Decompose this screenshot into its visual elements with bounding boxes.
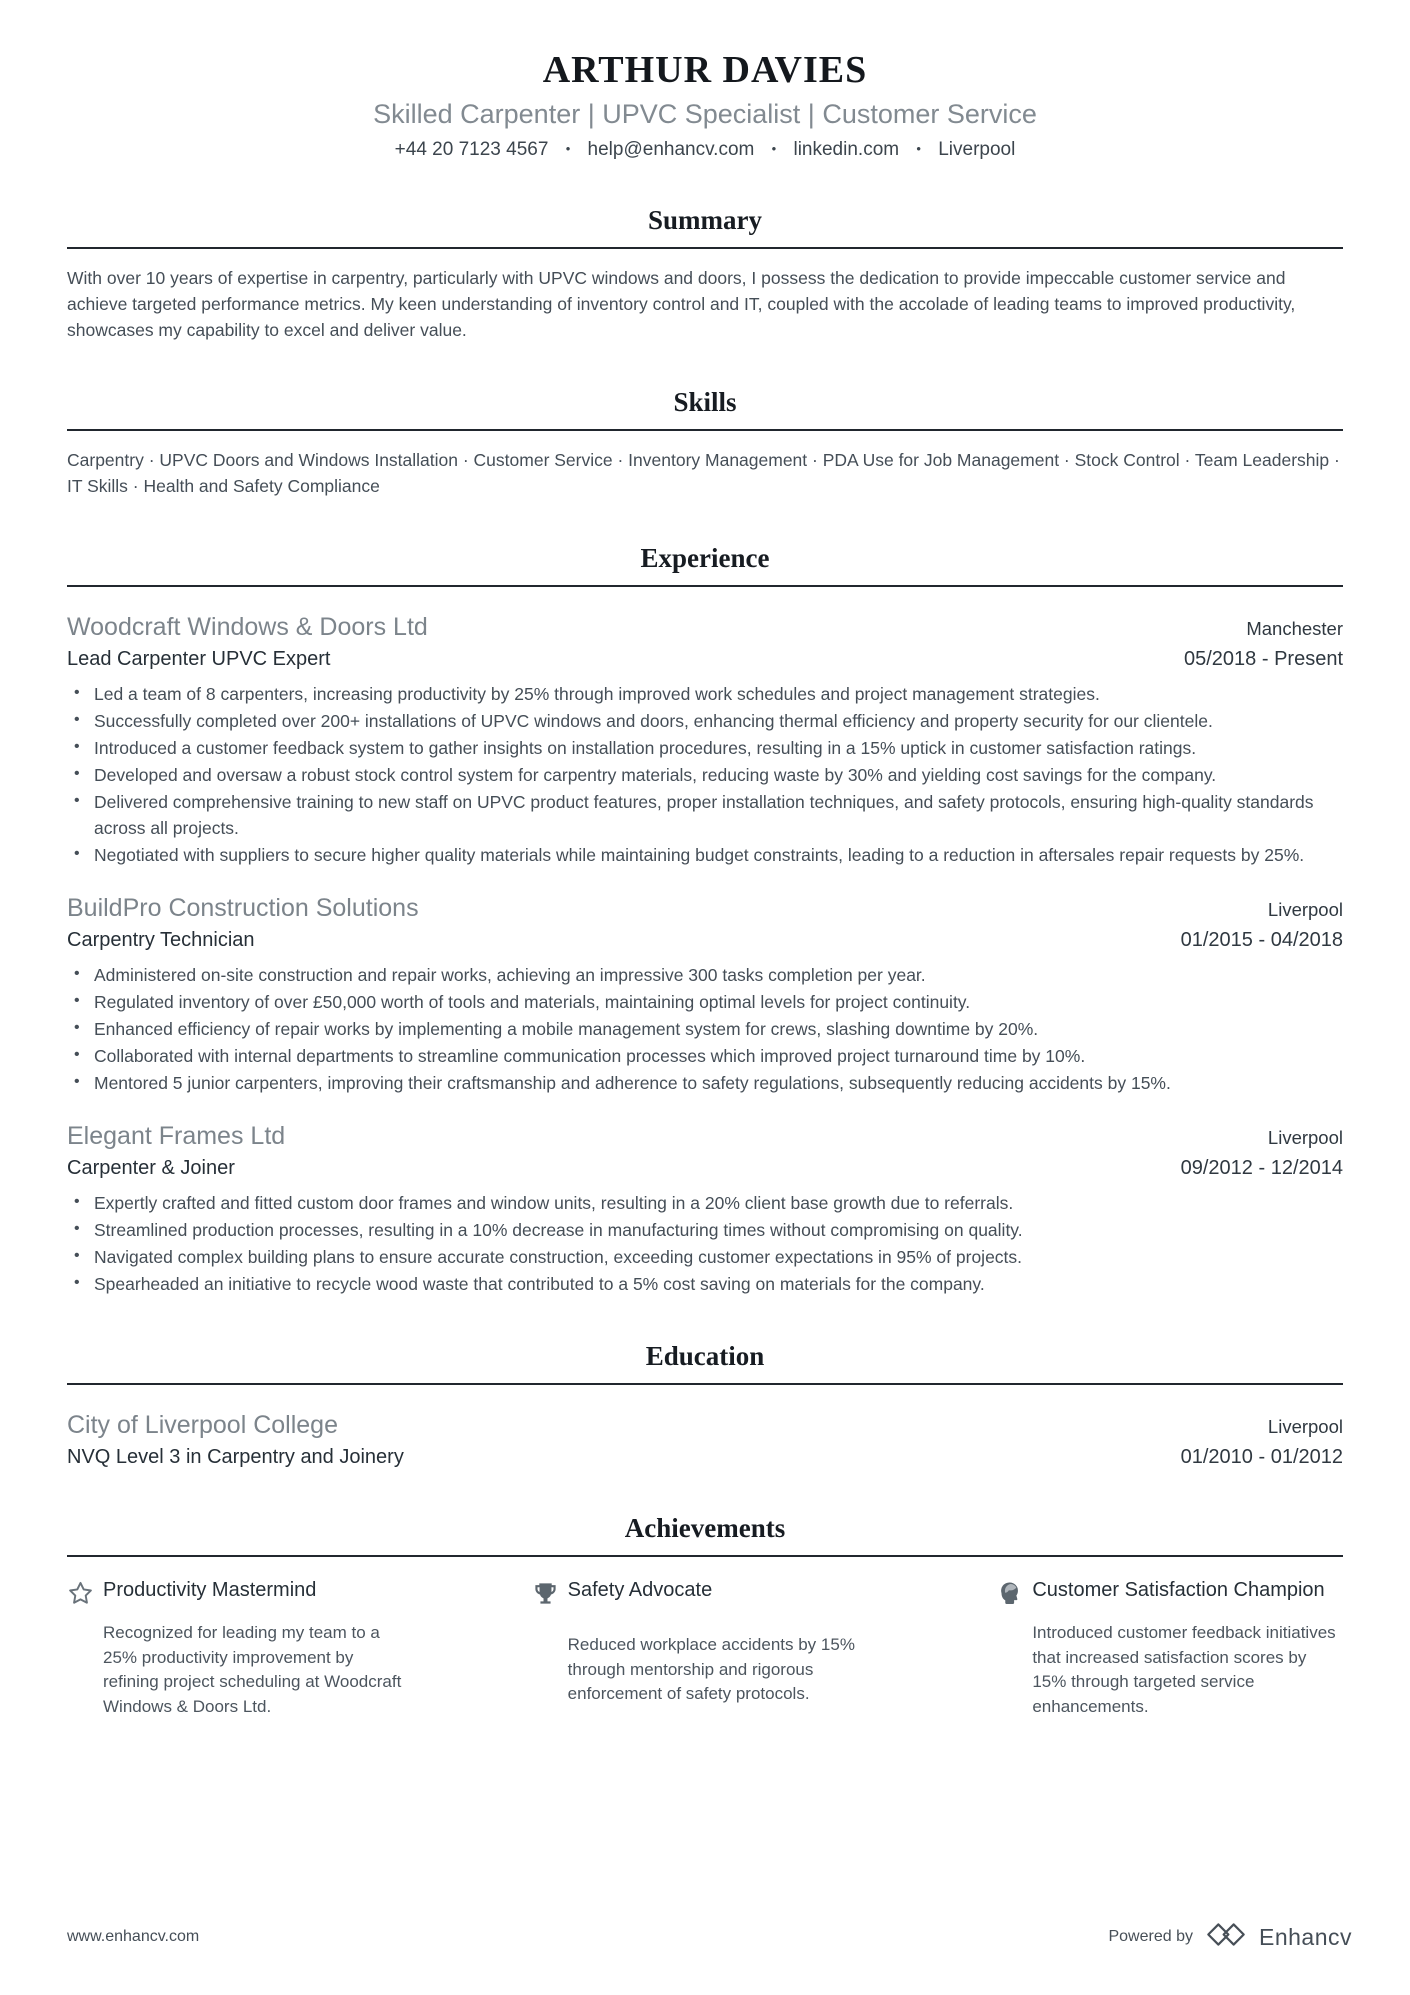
job-title: Lead Carpenter UPVC Expert [67, 648, 331, 670]
bullet-item: • Navigated complex building plans to ensure accurate construction, exceeding customer expectations in 95% of projects. [67, 1244, 1343, 1270]
contact-separator: • [916, 141, 921, 156]
bullet-item: • Introduced a customer feedback system to gather insights on installation procedures, resulting in a 15% uptick in customer satisfaction ratings. [67, 735, 1343, 761]
section-education [67, 1341, 1343, 1469]
skills-text: Carpentry · UPVC Doors and Windows Installation · Customer Service · Inventory Management · PDA Use for Job Management · Stock Control · Team Leadership · IT Skills · Health and Safety Compliance [67, 450, 1340, 496]
bullet-item: • Negotiated with suppliers to secure higher quality materials while maintaining budget constraints, leading to a reduction in aftersales repair requests by 25%. [67, 842, 1343, 868]
head-icon [996, 1577, 1032, 1612]
candidate-name: ARTHUR DAVIES [542, 49, 868, 91]
section-achievements [67, 1513, 1343, 1719]
achievement-description: Introduced customer feedback initiatives that increased satisfaction scores by 15% through targeted service enhancements. [1032, 1623, 1336, 1716]
contact-email[interactable]: help@enhancv.com [587, 139, 755, 160]
achievements-grid [67, 1577, 1343, 1719]
bullet-item: • Regulated inventory of over £50,000 worth of tools and materials, maintaining optimal levels for project continuity. [67, 989, 1343, 1015]
achievement-item [532, 1577, 879, 1719]
contact-location: Liverpool [938, 139, 1016, 160]
section-divider [67, 1383, 1343, 1385]
contact-separator: • [771, 141, 777, 156]
bullet-item: • Successfully completed over 200+ installations of UPVC windows and doors, enhancing thermal efficiency and property security for our clientele. [67, 708, 1343, 734]
degree-title: NVQ Level 3 in Carpentry and Joinery [67, 1446, 404, 1468]
entry-dates: 01/2015 - 04/2018 [1180, 929, 1343, 951]
experience-section-title: Experience [640, 543, 770, 573]
entry-dates: 09/2012 - 12/2014 [1180, 1157, 1343, 1179]
bullet-item: • Spearheaded an initiative to recycle wood waste that contributed to a 5% cost saving on materials for the company. [67, 1271, 1343, 1297]
section-summary [67, 205, 1343, 343]
achievement-description: Reduced workplace accidents by 15% through mentorship and rigorous enforcement of safety protocols. [567, 1635, 855, 1704]
footer-website-link[interactable]: www.enhancv.com [67, 1928, 200, 1945]
entry-dates: 05/2018 - Present [1184, 648, 1343, 670]
page-footer [67, 1921, 1352, 1953]
bullet-list [67, 962, 1343, 1096]
achievement-item [996, 1577, 1343, 1719]
achievement-title: Customer Satisfaction Champion [1032, 1579, 1325, 1601]
experience-entry [67, 1122, 1343, 1297]
achievement-title: Safety Advocate [567, 1579, 713, 1601]
company-name: BuildPro Construction Solutions [67, 894, 419, 922]
company-name: Woodcraft Windows & Doors Ltd [67, 613, 428, 641]
enhancv-logo-icon [1204, 1921, 1248, 1953]
contact-separator: • [565, 141, 571, 156]
section-divider [67, 247, 1343, 249]
powered-by-label: Powered by [1108, 1928, 1193, 1945]
contact-phone: +44 20 7123 4567 [394, 139, 549, 160]
bullet-item: • Administered on-site construction and repair works, achieving an impressive 300 tasks completion per year. [67, 962, 1343, 988]
school-name: City of Liverpool College [67, 1411, 338, 1439]
bullet-list [67, 1190, 1343, 1297]
powered-by [1108, 1921, 1352, 1953]
section-skills [67, 387, 1343, 499]
achievement-item [67, 1577, 414, 1719]
section-divider [67, 429, 1343, 431]
bullet-item: • Enhanced efficiency of repair works by implementing a mobile management system for crews, slashing downtime by 20%. [67, 1016, 1343, 1042]
resume-header [67, 48, 1343, 161]
entry-location: Liverpool [1267, 899, 1343, 920]
achievement-description: Recognized for leading my team to a 25% productivity improvement by refining project scheduling at Woodcraft Windows & Doors Ltd. [103, 1623, 402, 1716]
contact-linkedin[interactable]: linkedin.com [793, 139, 900, 160]
entry-dates: 01/2010 - 01/2012 [1180, 1446, 1343, 1468]
bullet-item: • Mentored 5 junior carpenters, improving their craftsmanship and adherence to safety regulations, subsequently reducing accidents by 15%. [67, 1070, 1343, 1096]
section-divider [67, 1555, 1343, 1557]
bullet-item: • Delivered comprehensive training to new staff on UPVC product features, proper installation techniques, and safety protocols, ensuring high-quality standards across all projects. [67, 789, 1343, 841]
bullet-item: • Collaborated with internal departments to streamline communication processes which improved project turnaround time by 10%. [67, 1043, 1343, 1069]
bullet-item: • Led a team of 8 carpenters, increasing productivity by 25% through improved work schedules and project management strategies. [67, 681, 1343, 707]
achievement-title: Productivity Mastermind [103, 1579, 317, 1601]
entry-location: Liverpool [1267, 1127, 1343, 1148]
job-title: Carpenter & Joiner [67, 1157, 235, 1179]
summary-section-title: Summary [648, 205, 762, 235]
experience-entry [67, 613, 1343, 868]
entry-location: Manchester [1246, 618, 1343, 639]
bullet-list [67, 681, 1343, 868]
section-experience [67, 543, 1343, 1297]
candidate-tagline: Skilled Carpenter | UPVC Specialist | Customer Service [373, 99, 1037, 129]
entry-location: Liverpool [1267, 1416, 1343, 1437]
bullet-item: • Developed and oversaw a robust stock control system for carpentry materials, reducing waste by 30% and yielding cost savings for the company. [67, 762, 1343, 788]
summary-text: With over 10 years of expertise in carpentry, particularly with UPVC windows and doors, I possess the dedication to provide impeccable customer service and achieve targeted performance metrics. My keen understanding of inventory control and IT, coupled with the accolade of leading teams to improved productivity, showcases my capability to excel and deliver value. [67, 268, 1296, 340]
section-divider [67, 585, 1343, 587]
skills-section-title: Skills [673, 387, 737, 417]
experience-entry [67, 894, 1343, 1096]
job-title: Carpentry Technician [67, 929, 255, 951]
star-icon [67, 1577, 103, 1612]
company-name: Elegant Frames Ltd [67, 1122, 286, 1150]
trophy-icon [532, 1577, 568, 1624]
education-section-title: Education [645, 1341, 765, 1371]
bullet-item: • Streamlined production processes, resulting in a 10% decrease in manufacturing times without compromising on quality. [67, 1217, 1343, 1243]
education-entry [67, 1411, 1343, 1469]
contact-line [67, 139, 1343, 161]
achievements-section-title: Achievements [624, 1513, 786, 1543]
brand-name[interactable]: Enhancv [1258, 1923, 1352, 1950]
bullet-item: • Expertly crafted and fitted custom door frames and window units, resulting in a 20% client base growth due to referrals. [67, 1190, 1343, 1216]
